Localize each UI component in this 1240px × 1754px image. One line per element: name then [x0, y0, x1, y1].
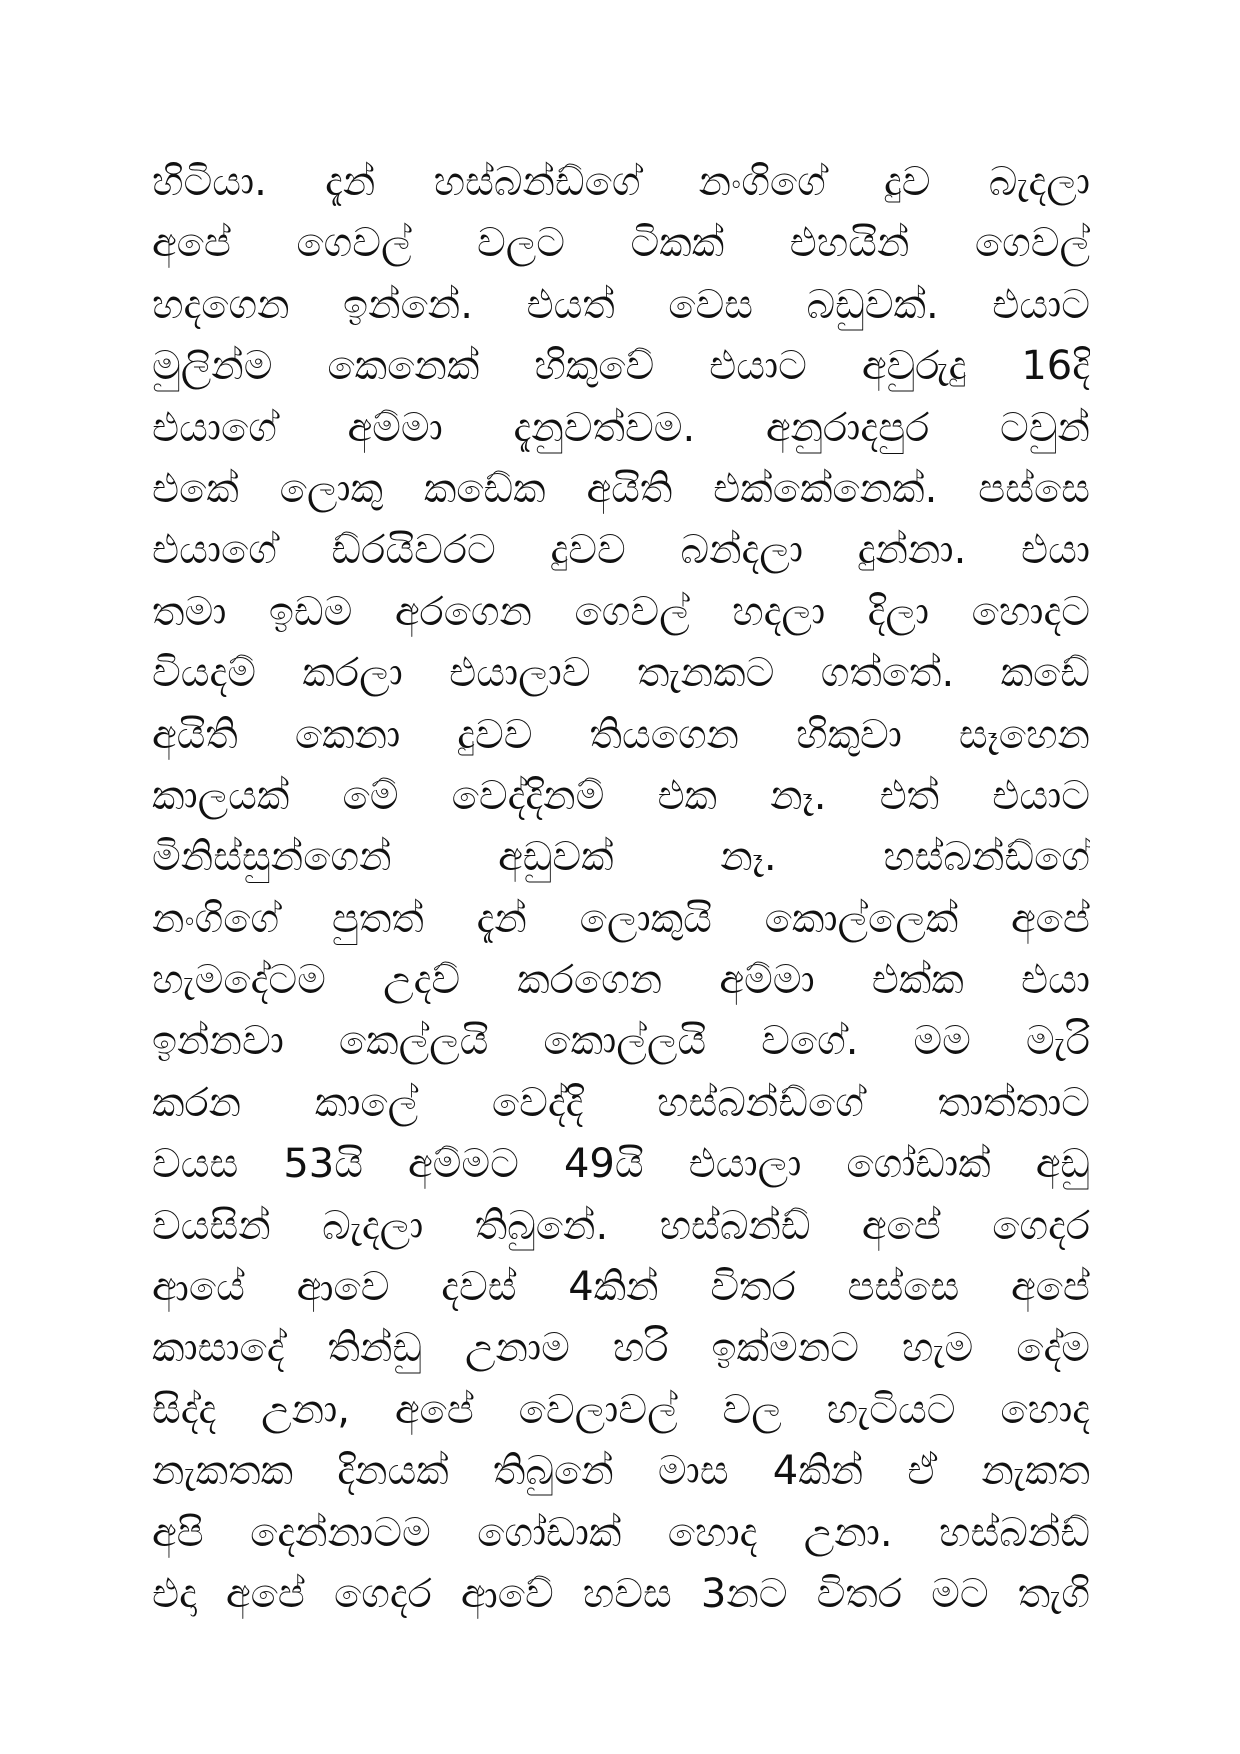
text-line-18: වයසින් බැදලා තිබුනේ. හස්බන්ඩ් අපේ ගෙදර [152, 1202, 1090, 1249]
text-line-24: එදා අපේ ගෙදර ආවේ හවස 3නට විතර මට තැගි [152, 1570, 1090, 1617]
text-line-23: අපි දෙන්නාටම ගෝඩාක් හොද උනා. හස්බන්ඩ් [152, 1509, 1090, 1556]
text-line-3: හදගෙන ඉන්නේ. එයත් වෙස බඩුවක්. එයාට [152, 281, 1090, 328]
text-line-19: ආයේ ආවෙ දවස් 4කින් විතර පස්සෙ අපේ [152, 1264, 1090, 1311]
text-line-15: ඉන්නවා කෙල්ලයි කොල්ලයි වගේ. මම මැරි [152, 1018, 1090, 1065]
text-line-11: කාලයක් මේ වෙද්දිනම් එක නෑ. එත් එයාට [152, 772, 1090, 819]
text-line-16: කරන කාලේ වෙද්දි හස්බන්ඩ්ගේ තාත්තාට [152, 1079, 1090, 1126]
text-line-17: වයස 53යි අම්මට 49යි එයාලා ගෝඩාක් අඩු [152, 1141, 1090, 1188]
text-line-10: අයිති කෙනා දුවව තියගෙන හිකුවා සෑහෙන [152, 711, 1090, 758]
text-line-1: හිටියා. දැන් හස්බන්ඩ්ගේ නංගිගේ දුව බැදලා [152, 159, 1090, 205]
text-line-13: නංගිගේ පුතත් දැන් ලොකුයි කොල්ලෙක් අපේ [152, 895, 1090, 942]
text-line-14: හැමදේටම උදව් කරගෙන අම්මා එක්ක එයා [152, 957, 1090, 1004]
text-line-4: මුලින්ම කෙනෙක් හිකුවේ එයාට අවුරුදු 16දි [152, 343, 1090, 390]
body-text [152, 152, 1090, 1625]
text-line-20: කාසාදේ තින්ඩු උනාම හරි ඉක්මනට හැම දේම [152, 1325, 1090, 1372]
text-line-21: සිද්ද උනා, අපේ වෙලාවල් වල හැටියට හොද [152, 1386, 1090, 1433]
text-line-9: වියදම් කරලා එයාලාව තැනකට ගත්තේ. කඩේ [152, 650, 1090, 697]
text-line-7: එයාගේ ඩ්රයිවරට දුවව බන්දලා දුන්නා. එයා [152, 527, 1090, 574]
text-line-22: නැකතක දිනයක් තිබුනේ මාස 4කින් ඒ නැකත [152, 1448, 1090, 1495]
text-line-12: මිනිස්සුන්ගෙන් අඩුවක් නෑ. හස්බන්ඩ්ගේ [152, 834, 1090, 881]
text-line-8: තමා ඉඩම අරගෙන ගෙවල් හදලා දිලා හොදට [152, 588, 1090, 635]
text-line-5: එයාගේ අම්මා දැනුවත්වම. අනුරාදපුර ටවුන් [152, 404, 1090, 451]
text-line-2: අපේ ගෙවල් වලට ටිකක් එහයින් ගෙවල් [152, 220, 1090, 267]
text-line-6: එකේ ලොකු කඩේක අයිති එක්කේනෙක්. පස්සෙ [152, 465, 1090, 512]
